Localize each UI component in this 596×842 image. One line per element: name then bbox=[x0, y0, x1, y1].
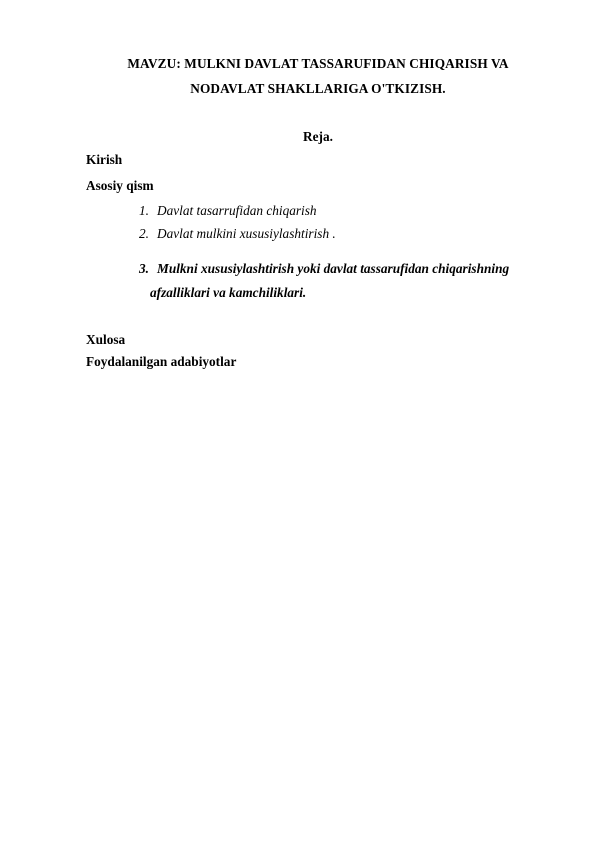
plan-item-3-continuation: afzalliklari va kamchiliklari. bbox=[150, 285, 307, 300]
plan-item-number: 1. bbox=[139, 203, 149, 218]
plan-item-text: Davlat tasarrufidan chiqarish bbox=[157, 203, 317, 218]
plan-item-number: 2. bbox=[139, 226, 149, 241]
section-main-part: Asosiy qism bbox=[86, 178, 154, 193]
section-references: Foydalanilgan adabiyotlar bbox=[86, 354, 237, 369]
plan-item-text: Davlat mulkini xususiylashtirish . bbox=[157, 226, 336, 241]
section-conclusion: Xulosa bbox=[86, 332, 126, 347]
document-title-line-2: NODAVLAT SHAKLLARIGA O'TKIZISH. bbox=[190, 81, 446, 96]
document-title-line-1: MAVZU: MULKNI DAVLAT TASSARUFIDAN CHIQARISH VA bbox=[127, 56, 509, 71]
plan-item-text: Mulkni xususiylashtirish yoki davlat tassarufidan chiqarishning bbox=[157, 261, 510, 276]
plan-item-number: 3. bbox=[139, 261, 149, 276]
section-intro: Kirish bbox=[86, 152, 123, 167]
plan-heading: Reja. bbox=[303, 129, 333, 144]
